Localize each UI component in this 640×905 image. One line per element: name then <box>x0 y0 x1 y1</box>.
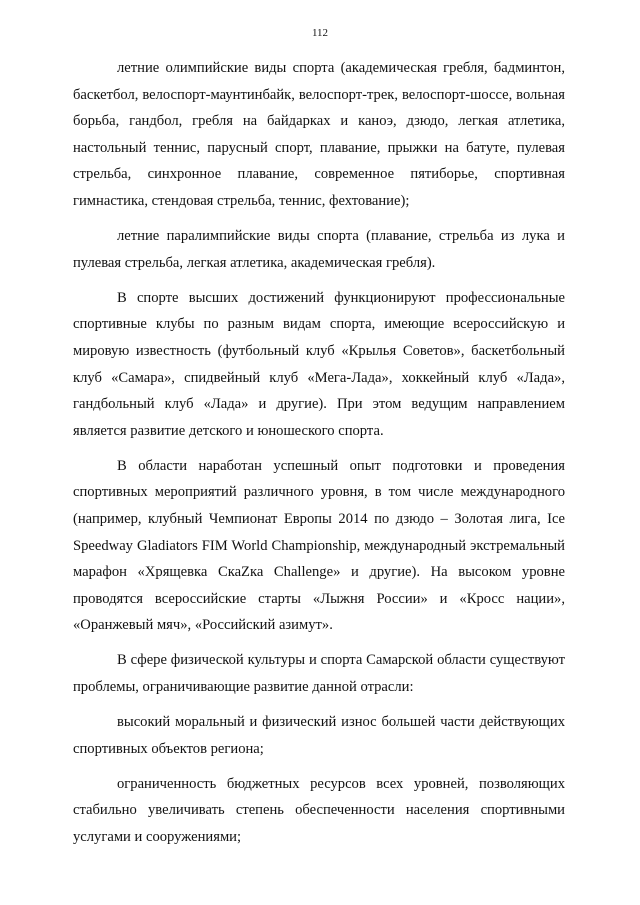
paragraph-budget-limits: ограниченность бюджетных ресурсов всех уровней, позволяющих стабильно увеличивать степень обеспеченности населения спортивными услугами и сооружениями; <box>73 775 565 846</box>
paragraph-professional-clubs: В спорте высших достижений функционируют профессиональные спортивные клубы по разным видам спорта, имеющие всероссийскую и мировую известность (футбольный клуб «Крылья Советов», баскетбольный клуб «Самара», спидвейный клуб «Мега-Лада», хоккейный клуб «Лада», гандбольный клуб «Лада» и другие). При этом ведущим направлением является развитие детского и юношеского спорта. <box>73 289 565 439</box>
paragraph-problems-intro: В сфере физической культуры и спорта Самарской области существуют проблемы, ограничивающие развитие данной отрасли: <box>73 652 565 696</box>
paragraph-summer-olympic-sports: летние олимпийские виды спорта (академическая гребля, бадминтон, баскетбол, велоспорт-маунтинбайк, велоспорт-трек, велоспорт-шоссе, вольная борьба, гандбол, гребля на байдарках и каноэ, дзюдо, легкая атлетика, настольный теннис, парусный спорт, плавание, прыжки на батуте, пулевая стрельба, синхронное плавание, современное пятиборье, спортивная гимнастика, стендовая стрельба, теннис, фехтование); <box>73 60 565 209</box>
paragraph-sports-events: В области наработан успешный опыт подготовки и проведения спортивных мероприятий различного уровня, в том числе международного (например, клубный Чемпионат Европы 2014 по дзюдо – Золотая лига, Ice Speedway Gladiators FIM World Championship, международный экстремальный марафон «Хрящевка СкаZка Challenge» и другие). На высоком уровне проводятся всероссийские старты «Лыжня России» и «Кросс нации», «Оранжевый мяч», «Российский азимут». <box>73 457 565 634</box>
page-number: 112 <box>311 27 329 39</box>
paragraph-summer-paralympic-sports: летние паралимпийские виды спорта (плавание, стрельба из лука и пулевая стрельба, легкая атлетика, академическая гребля). <box>73 228 565 271</box>
paragraph-facility-wear: высокий моральный и физический износ большей части действующих спортивных объектов региона; <box>73 714 565 757</box>
body-text <box>73 55 565 851</box>
